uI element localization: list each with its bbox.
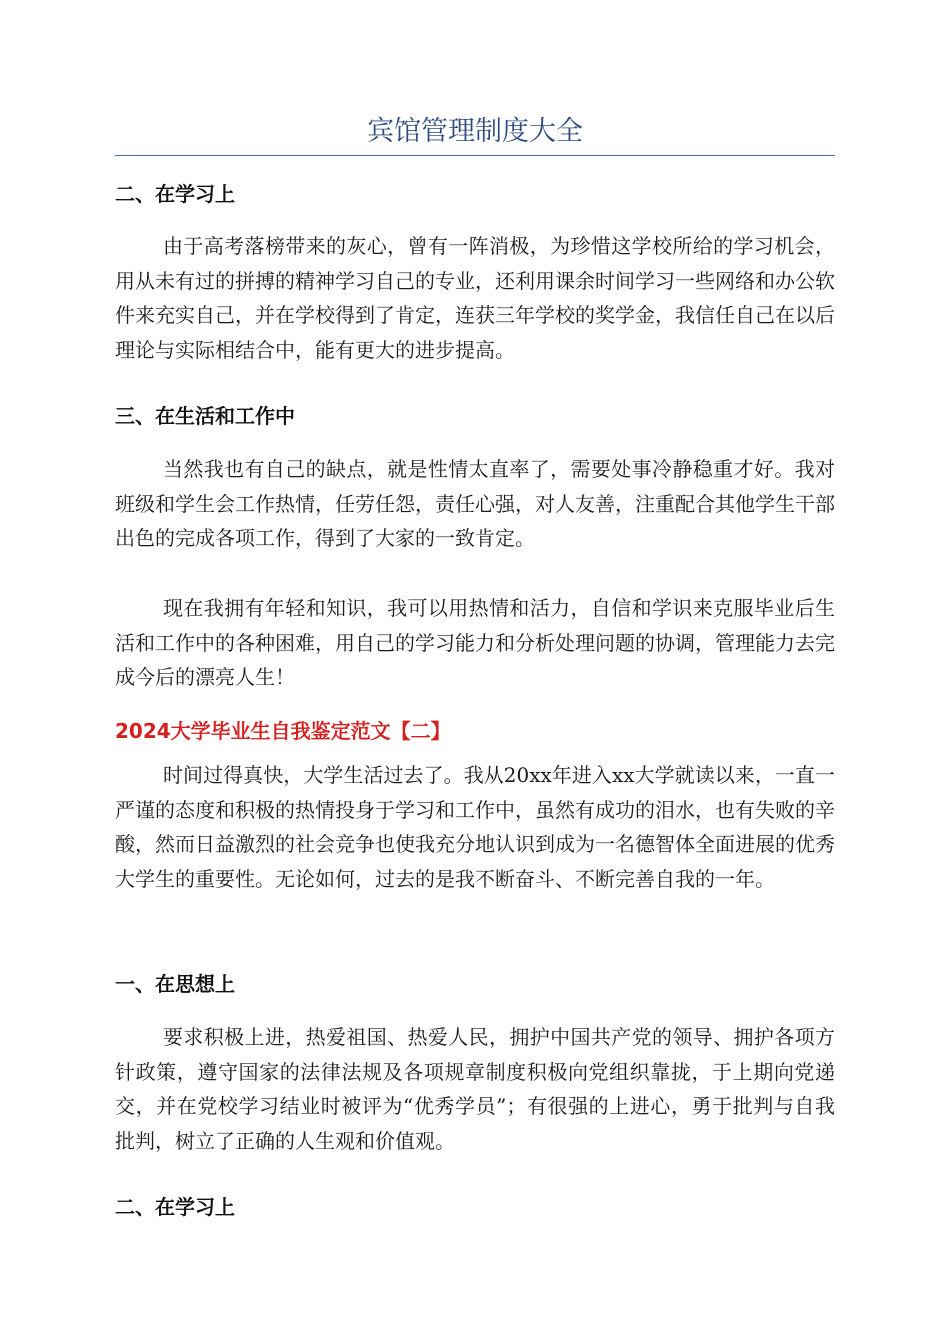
document-title: 宾馆管理制度大全 xyxy=(367,116,583,147)
title-underline xyxy=(115,155,835,156)
red-section-heading: 2024大学毕业生自我鉴定范文【二】 xyxy=(115,719,451,743)
section-heading-study-2: 二、在学习上 xyxy=(115,1195,235,1219)
paragraph-university-time: 时间过得真快，大学生活过去了。我从20xx年进入xx大学就读以来，一直一严谨的态度和积极的热情投身于学习和工作中，虽然有成功的泪水，也有失败的辛酸，然而日益激烈的社会竞争也使我充分地认识到成为一名德智体全面进展的优秀大学生的重要性。无论如何，过去的是我不断奋斗、不断完善自我的一年。 xyxy=(115,763,835,891)
paragraph-study: 由于高考落榜带来的灰心，曾有一阵消极，为珍惜这学校所给的学习机会，用从未有过的拼搏的精神学习自己的专业，还利用课余时间学习一些网络和办公软件来充实自己，并在学校得到了肯定，连获三年学校的奖学金，我信任自己在以后理论与实际相结合中，能有更大的进步提高。 xyxy=(115,234,835,362)
paragraph-shortcomings: 当然我也有自己的缺点，就是性情太直率了，需要处事冷静稳重才好。我对班级和学生会工作热情，任劳任怨，责任心强，对人友善，注重配合其他学生干部出色的完成各项工作，得到了大家的一致肯定。 xyxy=(115,457,835,550)
paragraph-thought: 要求积极上进，热爱祖国、热爱人民，拥护中国共产党的领导、拥护各项方针政策，遵守国家的法律法规及各项规章制度积极向党组织靠拢，于上期向党递交，并在党校学习结业时被评为“优秀学员”；有很强的上进心，勇于批判与自我批判，树立了正确的人生观和价值观。 xyxy=(115,1025,835,1153)
paragraph-future: 现在我拥有年轻和知识，我可以用热情和活力，自信和学识来克服毕业后生活和工作中的各种困难，用自己的学习能力和分析处理问题的协调，管理能力去完成今后的漂亮人生！ xyxy=(115,596,835,689)
section-heading-life-work: 三、在生活和工作中 xyxy=(115,404,295,428)
section-heading-study: 二、在学习上 xyxy=(115,182,235,206)
section-heading-thought: 一、在思想上 xyxy=(115,972,235,996)
